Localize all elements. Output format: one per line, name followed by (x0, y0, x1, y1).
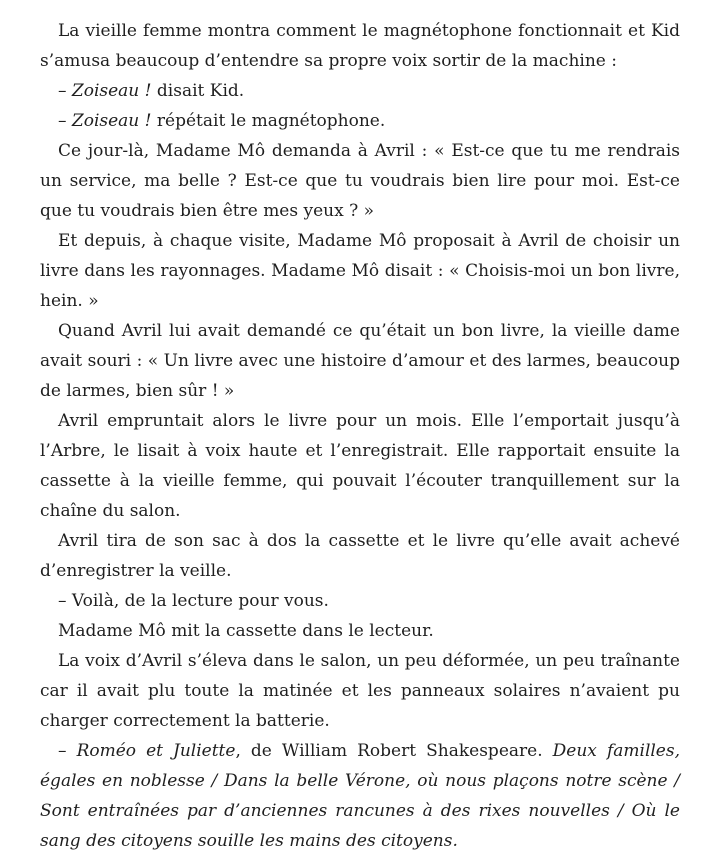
text-run: , de William Robert Shakespeare. (235, 741, 553, 761)
text-run: – Voilà, de la lecture pour vous. (58, 591, 329, 611)
text-run: Avril empruntait alors le livre pour un mois. Elle l’emportait jusqu’à l’Arbre, le lisait à voix haute et l’enregistrait. Elle rapportait ensuite la cassette à la vieille femme, qui pouvait l’écouter tranquillement sur la chaîne du salon. (40, 411, 680, 521)
paragraph (40, 616, 680, 646)
text-run: La vieille femme montra comment le magnétophone fonctionnait et Kid s’amusa beaucoup d’entendre sa propre voix sortir de la machine : (40, 21, 680, 71)
text-run: Madame Mô mit la cassette dans le lecteur. (58, 621, 434, 641)
text-run: Quand Avril lui avait demandé ce qu’était un bon livre, la vieille dame avait souri : « Un livre avec une histoire d’amour et des larmes, beaucoup de larmes, bien sûr ! » (40, 321, 680, 401)
text-run: – (58, 111, 72, 131)
text-run: Ce jour-là, Madame Mô demanda à Avril : « Est-ce que tu me rendrais un service, ma belle ? Est-ce que tu voudrais bien lire pour moi. Est-ce que tu voudrais bien être mes yeux ? » (40, 141, 680, 221)
paragraph (40, 646, 680, 736)
paragraph (40, 586, 680, 616)
text-run: – (58, 81, 72, 101)
text-run: Et depuis, à chaque visite, Madame Mô proposait à Avril de choisir un livre dans les rayonnages. Madame Mô disait : « Choisis-moi un bon livre, hein. » (40, 231, 680, 311)
text-run: Avril tira de son sac à dos la cassette et le livre qu’elle avait achevé d’enregistrer la veille. (40, 531, 680, 581)
text-run: répétait le magnétophone. (151, 111, 386, 131)
paragraph (40, 736, 680, 856)
italic-text: Roméo et Juliette (76, 741, 236, 761)
italic-text: Deux familles, égales en noblesse / Dans la belle Vérone, où nous plaçons notre scène / Sont entraînées par d’anciennes rancunes à des rixes nouvelles / Où le sang des citoyens souille les mains des citoyens. (40, 741, 681, 851)
text-run: La voix d’Avril s’éleva dans le salon, un peu déformée, un peu traînante car il avait plu toute la matinée et les panneaux solaires n’avaient pu charger correctement la batterie. (40, 651, 680, 731)
paragraph (40, 76, 680, 106)
paragraph (40, 316, 680, 406)
paragraph (40, 226, 680, 316)
paragraph (40, 16, 680, 76)
paragraph (40, 106, 680, 136)
paragraph (40, 136, 680, 226)
paragraph (40, 526, 680, 586)
paragraph (40, 406, 680, 526)
italic-text: Zoiseau ! (71, 111, 152, 131)
italic-text: Zoiseau ! (71, 81, 152, 101)
text-run: disait Kid. (151, 81, 245, 101)
text-run: – (58, 741, 77, 761)
